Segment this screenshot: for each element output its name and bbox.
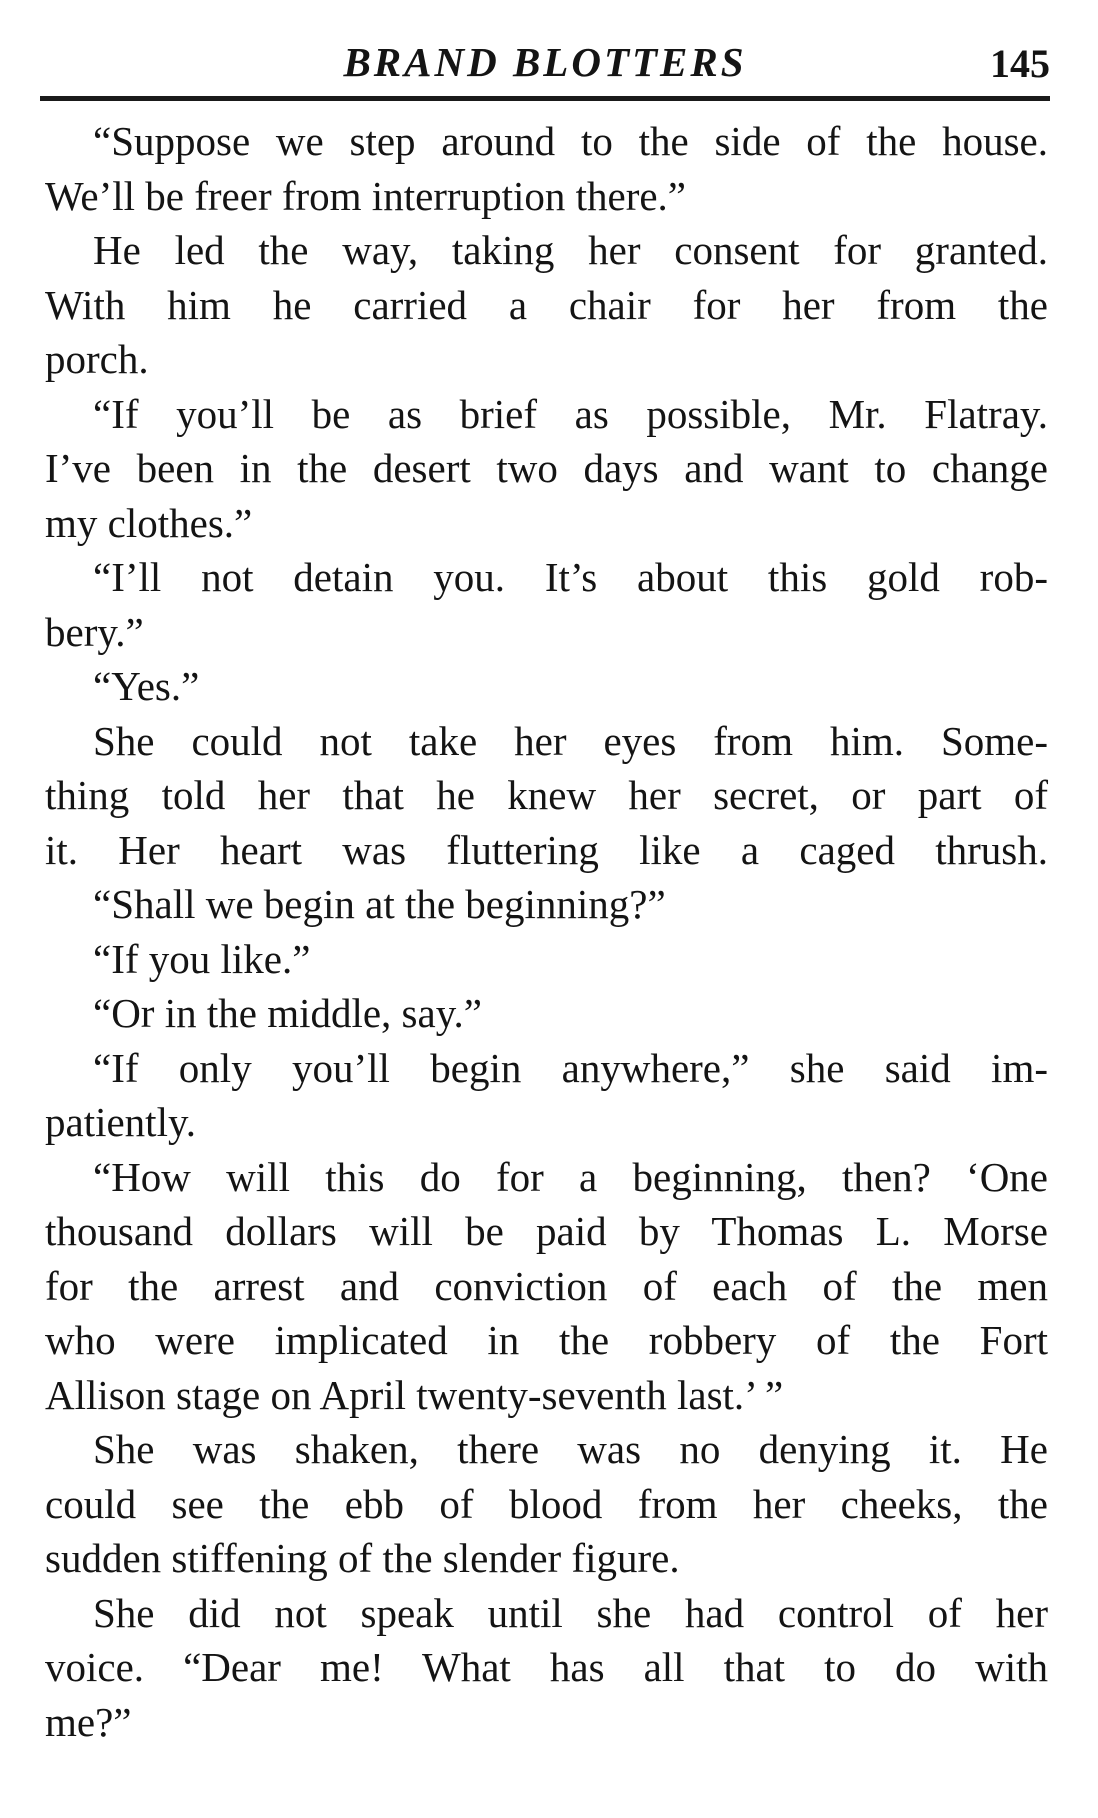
text-line: Allison stage on April twenty-seventh last.’ ” — [45, 1371, 784, 1418]
text-line: for the arrest and conviction of each of the men — [45, 1262, 1048, 1309]
text-line: With him he carried a chair for her from the — [45, 281, 1048, 328]
text-line: thing told her that he knew her secret, or part of — [45, 772, 1048, 818]
running-head — [40, 30, 1050, 88]
text-line: porch. — [45, 336, 149, 382]
text-line: patiently. — [45, 1099, 197, 1145]
text-line: me?” — [45, 1698, 132, 1745]
text-line: I’ve been in the desert two days and want to change — [45, 445, 1048, 491]
text-line: She was shaken, there was no denying it. He — [93, 1426, 1048, 1472]
text-line: “If only you’ll begin anywhere,” she said im- — [93, 1044, 1048, 1091]
text-line: “I’ll not detain you. It’s about this gold rob- — [93, 554, 1048, 600]
text-line: thousand dollars will be paid by Thomas L. Morse — [45, 1208, 1048, 1254]
header-rule — [40, 96, 1050, 101]
text-line: “Yes.” — [93, 663, 200, 709]
text-line: my clothes.” — [45, 499, 253, 546]
text-line: He led the way, taking her consent for granted. — [93, 227, 1048, 273]
text-line: could see the ebb of blood from her cheeks, the — [45, 1480, 1048, 1527]
running-title: BRAND BLOTTERS — [343, 39, 747, 85]
text-line: “If you like.” — [93, 935, 311, 982]
text-line: “How will this do for a beginning, then? ‘One — [93, 1153, 1048, 1200]
body-text — [45, 114, 1048, 1749]
text-line: “If you’ll be as brief as possible, Mr. Flatray. — [93, 390, 1048, 437]
text-line: sudden stiffening of the slender figure. — [45, 1535, 680, 1581]
text-line: She could not take her eyes from him. Some- — [93, 717, 1048, 764]
text-line: voice. “Dear me! What has all that to do with — [45, 1644, 1048, 1690]
text-line: “Or in the middle, say.” — [93, 990, 482, 1036]
text-line: bery.” — [45, 608, 144, 655]
text-line: “Shall we begin at the beginning?” — [93, 881, 666, 927]
text-line: who were implicated in the robbery of the Fort — [45, 1317, 1048, 1363]
text-line: “Suppose we step around to the side of the house. — [93, 118, 1048, 164]
text-line: it. Her heart was fluttering like a caged thrush. — [45, 826, 1048, 873]
text-line: She did not speak until she had control of her — [93, 1589, 1048, 1636]
text-line: We’ll be freer from interruption there.” — [45, 172, 687, 219]
page-number: 145 — [990, 41, 1050, 86]
